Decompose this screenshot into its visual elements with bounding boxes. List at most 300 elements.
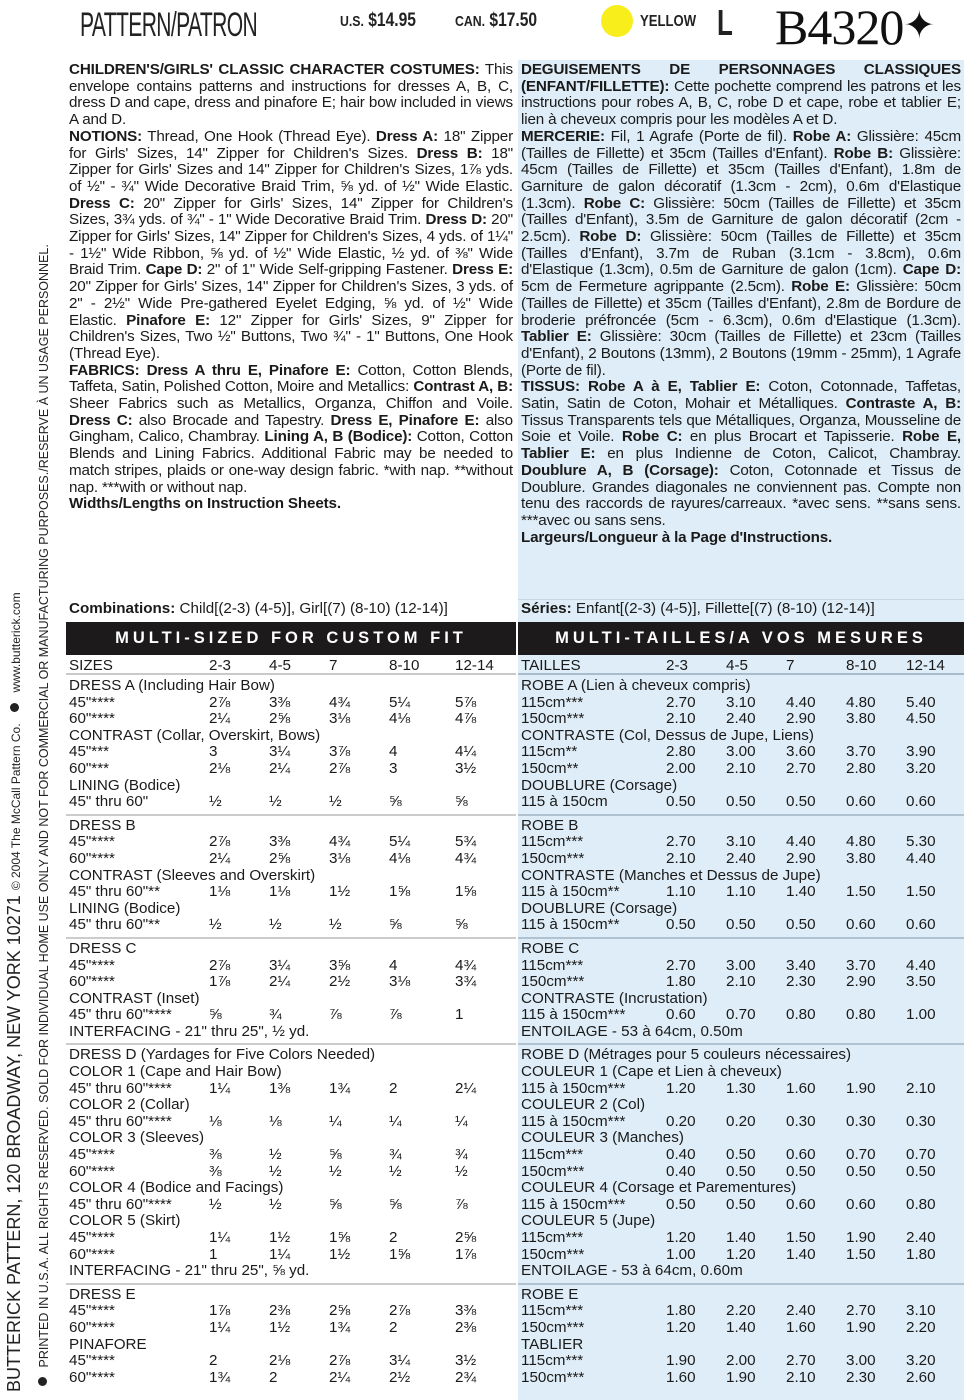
yardage-cell: 2⅜ <box>269 1302 291 1320</box>
section-label: COLOR 3 (Sleeves) <box>69 1129 205 1147</box>
widths-note: Largeurs/Longueur à la Page d'Instructions. <box>521 528 833 546</box>
yardage-row <box>518 851 964 868</box>
yardage-cell: 2⅝ <box>269 849 291 867</box>
yardage-cell: 2.30 <box>846 1368 876 1386</box>
fabric-width-label: 45"**** <box>69 1302 115 1320</box>
yardage-cell: 4.80 <box>846 693 876 711</box>
section-label-row <box>66 818 516 835</box>
section-label: DRESS C <box>69 939 137 957</box>
yardage-row <box>66 1230 516 1247</box>
yardage-cell: 0.20 <box>726 1112 756 1130</box>
yardage-cell: 1¾ <box>209 1368 231 1386</box>
section-label: INTERFACING - 21" thru 25", ⅝ yd. <box>69 1262 310 1280</box>
section-label-row <box>66 901 516 918</box>
section-label-row <box>518 991 964 1008</box>
yardage-row <box>66 884 516 901</box>
yardage-cell: 1½ <box>269 1229 291 1246</box>
section-label: ROBE D (Métrages pour 5 couleurs nécessaires) <box>521 1046 852 1064</box>
fabric-width-label: 115cm*** <box>521 1229 584 1246</box>
yardage-cell: 0.40 <box>666 1162 696 1180</box>
yardage-row <box>66 1147 516 1164</box>
bold-heading: Dress C: <box>69 411 133 429</box>
yardage-cell: 5¼ <box>389 693 411 711</box>
body-text: Coton, Cotonnade et Tissus de Doublure. Grandes diagonales ne conviennent pas. Compte non tenu des raccords de rayures/carreaux. *avec sens. **sans sens. ***avec ou sans sens. <box>521 461 961 529</box>
section-label-row <box>66 1287 516 1304</box>
english-column <box>66 60 516 1400</box>
yardage-row <box>66 1114 516 1131</box>
us-price-label: U.S. <box>340 13 364 30</box>
envelope-header <box>0 0 969 58</box>
yardage-cell: 1.20 <box>666 1229 696 1246</box>
yardage-cell: ⅞ <box>329 1006 342 1024</box>
yardage-cell: 1.80 <box>666 973 696 991</box>
section-label: DOUBLURE (Corsage) <box>521 776 678 794</box>
yardage-cell: 0.50 <box>666 793 696 811</box>
yardage-cell: 0.30 <box>786 1112 816 1130</box>
yardage-cell: 3.20 <box>906 759 936 777</box>
fabric-width-label: 115 à 150cm*** <box>521 1006 626 1024</box>
yardage-row <box>518 917 964 934</box>
body-text: 18" Zipper for Girls' Sizes and 14" Zipper for Children's Sizes, 1⅞ yds. of ½" - ¾" Wide Decorative Braid Trim, ⅝ yd. of ½" Wide Elastic. <box>69 144 513 195</box>
yardage-cell: 4.40 <box>906 956 936 974</box>
yardage-cell: 3⅞ <box>329 743 351 761</box>
color-code: YELLOW <box>640 13 697 30</box>
section-label: CONTRASTE (Col, Dessus de Jupe, Liens) <box>521 726 814 744</box>
fabric-width-label: 60"**** <box>69 1162 115 1180</box>
yardage-cell: 1.80 <box>666 1302 696 1320</box>
yardage-cell: 5¾ <box>455 833 477 851</box>
section-label-row <box>66 1064 516 1081</box>
yardage-cell: 2.40 <box>726 710 756 728</box>
yardage-cell: 1.40 <box>726 1229 756 1246</box>
yardage-cell: 4⅛ <box>389 710 411 728</box>
section-label-row <box>518 1097 964 1114</box>
fabric-width-label: 60"*** <box>69 759 110 777</box>
yardage-cell: 0.60 <box>786 1146 816 1164</box>
yardage-cell: ⅝ <box>389 916 402 934</box>
section-label: ROBE C <box>521 939 580 957</box>
fabrics-paragraph <box>69 363 513 497</box>
yardage-cell: 3.40 <box>786 956 816 974</box>
yardage-cell: 3.00 <box>726 743 756 761</box>
yardage-cell: 0.60 <box>666 1006 696 1024</box>
section-label-row <box>66 1337 516 1354</box>
fabric-width-label: 115cm*** <box>521 833 584 851</box>
yardage-cell: 1½ <box>329 883 351 901</box>
yardage-cell: 3 <box>209 743 218 761</box>
yardage-cell: 2.70 <box>666 956 696 974</box>
body-text: Fil, 1 Agrafe (Porte de fil). <box>604 127 793 145</box>
yardage-cell: 4 <box>389 743 398 761</box>
yardage-cell: 2 <box>389 1229 398 1246</box>
combinations-value: Child[(2-3) (4-5)], Girl[(7) (8-10) (12-14)] <box>175 600 448 617</box>
yardage-cell: 0.50 <box>726 1162 756 1180</box>
yardage-row <box>66 1164 516 1181</box>
fabric-width-label: 115cm*** <box>521 1352 584 1370</box>
publisher-address <box>4 592 25 1392</box>
yardage-row <box>66 744 516 761</box>
section-label: LINING (Bodice) <box>69 899 181 917</box>
fabric-width-label: 115 à 150cm*** <box>521 1079 626 1097</box>
garment-group <box>518 1287 964 1390</box>
section-label-row <box>66 1024 516 1041</box>
fabric-width-label: 115 à 150cm <box>521 793 608 811</box>
us-price <box>340 10 416 32</box>
bold-heading: TISSUS: Robe A à E, Tablier E: <box>521 378 761 396</box>
yardage-cell: 2⅞ <box>209 956 231 974</box>
yardage-row <box>518 1081 964 1098</box>
color-dot-icon <box>601 5 633 37</box>
section-label-row <box>518 1337 964 1354</box>
yardage-cell: 4⅞ <box>455 710 477 728</box>
section-label-row <box>66 728 516 745</box>
section-label: PINAFORE <box>69 1335 147 1353</box>
website-link[interactable]: www.butterick.com <box>9 592 23 693</box>
garment-group <box>66 678 516 816</box>
yardage-cell: 3.00 <box>846 1352 876 1370</box>
fabric-width-label: 115cm*** <box>521 1146 584 1164</box>
yardage-row <box>518 834 964 851</box>
fabric-width-label: 45"**** <box>69 1229 115 1246</box>
yardage-cell: 2¼ <box>209 710 231 728</box>
notions-paragraph <box>521 129 961 380</box>
yardage-cell: 2.10 <box>786 1368 816 1386</box>
yardage-row <box>518 695 964 712</box>
yardage-cell: 3.00 <box>726 956 756 974</box>
section-label-row <box>518 778 964 795</box>
section-label: COLOR 2 (Collar) <box>69 1096 190 1114</box>
yardage-cell: ⅝ <box>329 1195 342 1213</box>
size-column-header: 12-14 <box>455 657 494 674</box>
section-label-row <box>518 728 964 745</box>
yardage-row <box>66 958 516 975</box>
yardage-cell: 2.70 <box>786 1352 816 1370</box>
yardage-cell: 3.90 <box>906 743 936 761</box>
us-price-value: $14.95 <box>368 10 416 31</box>
yardage-cell: 0.70 <box>846 1146 876 1164</box>
bold-heading: Robe A: <box>792 127 852 145</box>
yardage-cell: 3⅜ <box>269 693 291 711</box>
fabric-width-label: 45"*** <box>69 743 110 761</box>
yardage-cell: 3¼ <box>269 743 291 761</box>
yardage-cell: 4¼ <box>455 743 477 761</box>
yardage-row <box>66 834 516 851</box>
yardage-cell: 1¼ <box>209 1079 231 1097</box>
yardage-row <box>66 711 516 728</box>
yardage-cell: 5⅞ <box>455 693 477 711</box>
yardage-row <box>66 761 516 778</box>
size-column-header: 12-14 <box>906 657 945 674</box>
yardage-cell: 1.90 <box>666 1352 696 1370</box>
section-label-row <box>66 1047 516 1064</box>
yardage-cell: 2½ <box>389 1368 411 1386</box>
body-text: Glissière: 30cm (Tailles de Fillette) et 23cm (Tailles d'Enfant), 2 Boutons (13mm), 2 Boutons (19mm - 25mm), 1 Agrafe (Porte de fil). <box>521 328 962 379</box>
yardage-cell: 4.40 <box>906 849 936 867</box>
combinations-line <box>66 600 516 617</box>
yardage-cell: 0.60 <box>846 793 876 811</box>
size-column-header: 4-5 <box>726 657 748 674</box>
yardage-row <box>518 1197 964 1214</box>
size-column-header: 2-3 <box>666 657 688 674</box>
yardage-row <box>66 794 516 811</box>
yardage-cell: 2.00 <box>666 759 696 777</box>
yardage-cell: 1 <box>209 1245 218 1263</box>
bold-heading: Dress E: <box>452 261 513 279</box>
garment-group <box>66 818 516 939</box>
bold-heading: Contraste A, B: <box>845 395 961 413</box>
yardage-cell: 1.90 <box>846 1079 876 1097</box>
yardage-cell: 1¼ <box>209 1318 231 1336</box>
size-column-header: 7 <box>329 657 338 674</box>
section-label-row <box>66 868 516 885</box>
yardage-cell: 1.60 <box>666 1368 696 1386</box>
body-text: Sheer Fabrics such as Metallics, Organza, Chiffon and Voile. <box>69 395 513 413</box>
section-label: COULEUR 4 (Corsage et Parementures) <box>521 1179 797 1197</box>
section-label: ROBE E <box>521 1285 579 1303</box>
yardage-cell: 1⅞ <box>209 1302 231 1320</box>
yardage-cell: 2.70 <box>786 759 816 777</box>
yardage-row <box>66 917 516 934</box>
yardage-cell: ½ <box>329 1162 342 1180</box>
yardage-cell: 2.90 <box>786 849 816 867</box>
yardage-cell: 2¼ <box>209 849 231 867</box>
yardage-cell: 2.40 <box>726 849 756 867</box>
yardage-cell: 2⅝ <box>329 1302 351 1320</box>
yardage-cell: 2 <box>389 1318 398 1336</box>
yardage-row <box>66 1197 516 1214</box>
bold-heading: Doublure A, B (Corsage): <box>521 461 719 479</box>
bold-heading: Dress D: <box>425 211 487 229</box>
yardage-cell: 4 <box>389 956 398 974</box>
yardage-cell: 2½ <box>329 973 351 991</box>
can-price-label: CAN. <box>455 13 486 30</box>
yardage-cell: 0.50 <box>906 1162 936 1180</box>
fabric-width-label: 45" thru 60" <box>69 793 149 811</box>
yardage-cell: 0.60 <box>786 1195 816 1213</box>
yardage-cell: 2⅝ <box>269 710 291 728</box>
section-label-row <box>518 678 964 695</box>
section-label-row <box>66 778 516 795</box>
yardage-cell: 4.80 <box>846 833 876 851</box>
yardage-table <box>66 655 516 1391</box>
garment-group <box>518 818 964 939</box>
english-description <box>66 60 516 513</box>
body-text: 20" Zipper for Girls' Sizes, 14" Zipper for Children's Sizes, 4 yds. of 1¼" - 1½" Wide Ribbon, ⅝ yd. of ½" Wide Elastic, ½ yd. of ⅜" Wide Braid Trim. <box>69 211 514 279</box>
yardage-cell: 2.10 <box>666 849 696 867</box>
section-label: COLOR 5 (Skirt) <box>69 1212 181 1230</box>
section-label: COLOR 1 (Cape and Hair Bow) <box>69 1063 282 1081</box>
yardage-cell: 3¾ <box>455 973 477 991</box>
yardage-row <box>66 1007 516 1024</box>
body-text: Tissus Transparents tels que Métalliques, Organza, Mousseline de Soie et Voile. <box>521 411 961 446</box>
yardage-cell: ⅝ <box>455 793 468 811</box>
yardage-cell: 0.70 <box>726 1006 756 1024</box>
yardage-cell: 2⅞ <box>389 1302 411 1320</box>
section-label-row <box>518 941 964 958</box>
bold-heading: Robe C: <box>621 428 683 446</box>
section-label-row <box>518 1047 964 1064</box>
fabric-width-label: 45" thru 60"** <box>69 883 160 901</box>
yardage-cell: 1.20 <box>666 1079 696 1097</box>
yardage-cell: 3⅜ <box>269 833 291 851</box>
yardage-cell: 2¼ <box>455 1079 477 1097</box>
yardage-cell: ½ <box>209 1195 222 1213</box>
yardage-cell: 2.20 <box>906 1318 936 1336</box>
yardage-cell: 4.50 <box>906 710 936 728</box>
yardage-row <box>66 974 516 991</box>
yardage-cell: 0.60 <box>906 916 936 934</box>
section-label-row <box>518 1213 964 1230</box>
side-legal-strip <box>0 0 60 1400</box>
yardage-cell: 4¾ <box>455 849 477 867</box>
bold-heading: Cape D: <box>145 261 203 279</box>
size-column-header: 2-3 <box>209 657 231 674</box>
yardage-cell: 2 <box>389 1079 398 1097</box>
yardage-cell: ⅝ <box>389 793 402 811</box>
yardage-cell: ⅝ <box>209 1006 222 1024</box>
yardage-cell: 2⅜ <box>455 1318 477 1336</box>
body-text: en plus Indienne de Coton, Calicot, Chambray. <box>595 445 961 463</box>
yardage-cell: 0.60 <box>846 916 876 934</box>
yardage-cell: 1⅝ <box>389 1245 411 1263</box>
fabric-width-label: 115cm** <box>521 743 578 761</box>
body-text: also Gingham, Calico, Chambray. <box>69 411 513 446</box>
bold-heading: Robe E, Tablier E: <box>521 428 961 463</box>
yardage-cell: 1½ <box>329 1245 351 1263</box>
yardage-cell: 3 <box>389 759 398 777</box>
yardage-cell: 2.10 <box>906 1079 936 1097</box>
fabric-width-label: 45"**** <box>69 693 115 711</box>
yardage-row <box>518 958 964 975</box>
yardage-cell: 3½ <box>455 759 477 777</box>
section-label-row <box>66 1130 516 1147</box>
sizes-header-row <box>66 655 516 675</box>
size-column-header: 7 <box>786 657 795 674</box>
yardage-cell: ½ <box>269 793 282 811</box>
yardage-cell: ½ <box>269 1162 282 1180</box>
fabric-width-label: 60"**** <box>69 1368 115 1386</box>
yardage-cell: 0.50 <box>666 1195 696 1213</box>
yardage-cell: 2.70 <box>666 833 696 851</box>
yardage-row <box>66 1081 516 1098</box>
fabric-width-label: 60"**** <box>69 710 115 728</box>
fabric-width-label: 150cm*** <box>521 1162 585 1180</box>
yardage-cell: 2.70 <box>666 693 696 711</box>
bold-heading: FABRICS: Dress A thru E, Pinafore E: <box>69 361 351 379</box>
yardage-cell: 0.40 <box>666 1146 696 1164</box>
yardage-cell: 2.10 <box>726 973 756 991</box>
fabric-width-label: 60"**** <box>69 1318 115 1336</box>
section-label-row <box>518 868 964 885</box>
section-label: COULEUR 5 (Jupe) <box>521 1212 656 1230</box>
section-label: COLOR 4 (Bodice and Facings) <box>69 1179 284 1197</box>
fabric-width-label: 115cm*** <box>521 693 584 711</box>
yardage-cell: 1½ <box>269 1318 291 1336</box>
yardage-cell: ¾ <box>455 1146 468 1164</box>
section-label: CONTRASTE (Incrustation) <box>521 989 708 1007</box>
bold-heading: Dress C: <box>69 194 135 212</box>
yardage-cell: 2.40 <box>786 1302 816 1320</box>
yardage-cell: 2 <box>209 1352 218 1370</box>
section-label-row <box>66 991 516 1008</box>
yardage-cell: 2.90 <box>846 973 876 991</box>
yardage-cell: 3.70 <box>846 956 876 974</box>
yardage-cell: 1.20 <box>726 1245 756 1263</box>
legal-notice <box>37 244 51 1392</box>
body-text: Glissière: 45cm (Tailles de Fillette) et 35cm (Tailles d'Enfant). <box>521 127 961 162</box>
yardage-cell: 2.80 <box>666 743 696 761</box>
section-label-row <box>66 1180 516 1197</box>
body-text: 20" Zipper for Girls' Sizes, 14" Zipper for Children's Sizes, 3¾ yds. of ¾" - 1" Wide Decorative Braid Trim. <box>69 194 513 229</box>
section-label: CONTRASTE (Manches et Dessus de Jupe) <box>521 866 821 884</box>
yardage-cell: 1⅝ <box>389 883 411 901</box>
section-label: ENTOILAGE - 53 à 64cm, 0.50m <box>521 1022 743 1040</box>
bold-heading: Lining A, B (Bodice): <box>264 428 413 446</box>
body-text: Glissière: 45cm (Tailles de Fillette) et 35cm (Tailles d'Enfant), 1.8m de Garniture de galon décoratif (1.3cm - 2cm), 0.6m d'Elastique (1.3cm). <box>521 144 962 212</box>
yardage-cell: 0.80 <box>846 1006 876 1024</box>
yardage-cell: 1¼ <box>269 1245 291 1263</box>
yardage-cell: 2⅛ <box>269 1352 291 1370</box>
diamond-icon: ✦ <box>903 5 935 47</box>
yardage-cell: 1⅛ <box>269 883 291 901</box>
sizes-label: SIZES <box>69 657 113 674</box>
copyright-text: © 2004 The McCall Pattern Co. <box>9 723 23 891</box>
fabric-width-label: 150cm*** <box>521 1368 585 1386</box>
bold-heading: Tablier E: <box>521 328 592 346</box>
yardage-cell: 3⅛ <box>389 973 411 991</box>
section-label: DOUBLURE (Corsage) <box>521 899 678 917</box>
size-column-header: 8-10 <box>389 657 420 674</box>
section-label: COULEUR 2 (Col) <box>521 1096 646 1114</box>
yardage-cell: 1⅝ <box>455 883 477 901</box>
yardage-cell: 1.10 <box>726 883 756 901</box>
bold-heading: CHILDREN'S/GIRLS' CLASSIC CHARACTER COSTUMES: <box>69 61 480 78</box>
yardage-cell: 1⅜ <box>269 1079 291 1097</box>
yardage-row <box>518 761 964 778</box>
yardage-row <box>518 1230 964 1247</box>
yardage-cell: ½ <box>329 916 342 934</box>
bold-heading: Cape D: <box>902 261 961 279</box>
section-label-row <box>66 1263 516 1280</box>
bold-heading: Dress E, Pinafore E: <box>330 411 480 429</box>
fabric-width-label: 150cm** <box>521 759 579 777</box>
yardage-cell: 3.80 <box>846 710 876 728</box>
yardage-cell: 3⅛ <box>329 849 351 867</box>
yardage-cell: 1.60 <box>786 1318 816 1336</box>
bold-heading: Robe D: <box>579 228 642 246</box>
yardage-row <box>518 1114 964 1131</box>
yardage-cell: 3¼ <box>269 956 291 974</box>
french-description <box>518 60 964 546</box>
bold-heading: Robe E: <box>791 278 850 296</box>
yardage-cell: 0.50 <box>726 793 756 811</box>
fabric-width-label: 45" thru 60"**** <box>69 1079 172 1097</box>
bold-heading: Contrast A, B: <box>413 378 513 396</box>
yardage-row <box>66 1247 516 1264</box>
yardage-cell: 1.10 <box>666 883 696 901</box>
combinations-label: Combinations: <box>69 600 176 617</box>
yardage-cell: ½ <box>209 793 222 811</box>
section-label-row <box>518 1024 964 1041</box>
yardage-cell: ⅛ <box>269 1112 282 1130</box>
body-text: Cotton, Cotton Blends, Taffeta, Satin, Polished Cotton, Moire and Metallics: <box>69 361 513 396</box>
size-column-header: 4-5 <box>269 657 291 674</box>
body-text: 5cm de Fermeture agrippante (2.5cm). <box>521 278 792 296</box>
yardage-cell: 2⅞ <box>209 693 231 711</box>
yardage-cell: 0.50 <box>666 916 696 934</box>
yardage-cell: 1.90 <box>726 1368 756 1386</box>
yardage-cell: 1.50 <box>786 1229 816 1246</box>
